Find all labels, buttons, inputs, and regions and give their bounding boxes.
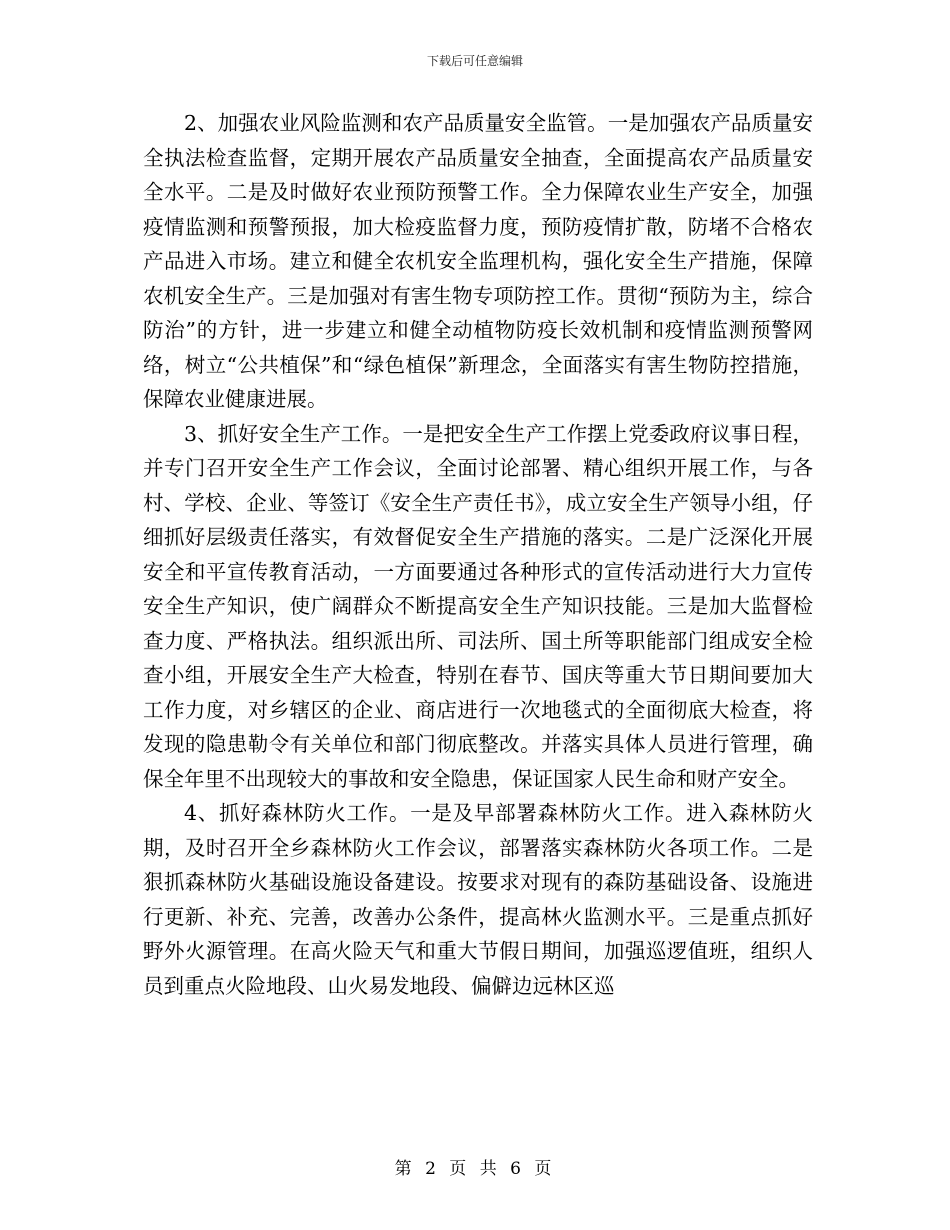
header-note: 下载后可任意编辑	[426, 54, 523, 68]
paragraph-3: 3、抓好安全生产工作。一是把安全生产工作摆上党委政府议事日程，并专门召开安全生产工作会议，全面讨论部署、精心组织开展工作，与各村、学校、企业、等签订《安全生产责任书》，成立安全生产领导小组，仔细抓好层级责任落实，有效督促安全生产措施的落实。二是广泛深化开展安全和平宣传教育活动，一方面要通过各种形式的宣传活动进行大力宣传安全生产知识，使广阔群众不断提高安全生产知识技能。三是加大监督检查力度、严格执法。组织派出所、司法所、国土所等职能部门组成安全检查小组，开展安全生产大检查，特别在春节、国庆等重大节日期间要加大工作力度，对乡辖区的企业、商店进行一次地毯式的全面彻底大检查，将发现的隐患勒令有关单位和部门彻底整改。并落实具体人员进行管理，确保全年里不出现较大的事故和安全隐患，保证国家人民生命和财产安全。	[143, 421, 813, 791]
page-number-footer: 第 2 页 共 6 页	[394, 1159, 556, 1179]
paragraph-4: 4、抓好森林防火工作。一是及早部署森林防火工作。进入森林防火期，及时召开全乡森林防火工作会议，部署落实森林防火各项工作。二是狠抓森林防火基础设施设备建设。按要求对现有的森防基础设备、设施进行更新、补充、完善，改善办公条件，提高林火监测水平。三是重点抓好野外火源管理。在高火险天气和重大节假日期间，加强巡逻值班，组织人员到重点火险地段、山火易发地段、偏僻边远林区巡	[143, 801, 813, 998]
paragraph-2: 2、加强农业风险监测和农产品质量安全监管。一是加强农产品质量安全执法检查监督，定期开展农产品质量安全抽查，全面提高农产品质量安全水平。二是及时做好农业预防预警工作。全力保障农业生产安全，加强疫情监测和预警预报，加大检疫监督力度，预防疫情扩散，防堵不合格农产品进入市场。建立和健全农机安全监理机构，强化安全生产措施，保障农机安全生产。三是加强对有害生物专项防控工作。贯彻“预防为主，综合防治”的方针，进一步建立和健全动植物防疫长效机制和疫情监测预警网络，树立“公共植保”和“绿色植保”新理念，全面落实有害生物防控措施，保障农业健康进展。	[143, 111, 813, 411]
document-body	[143, 106, 813, 1003]
